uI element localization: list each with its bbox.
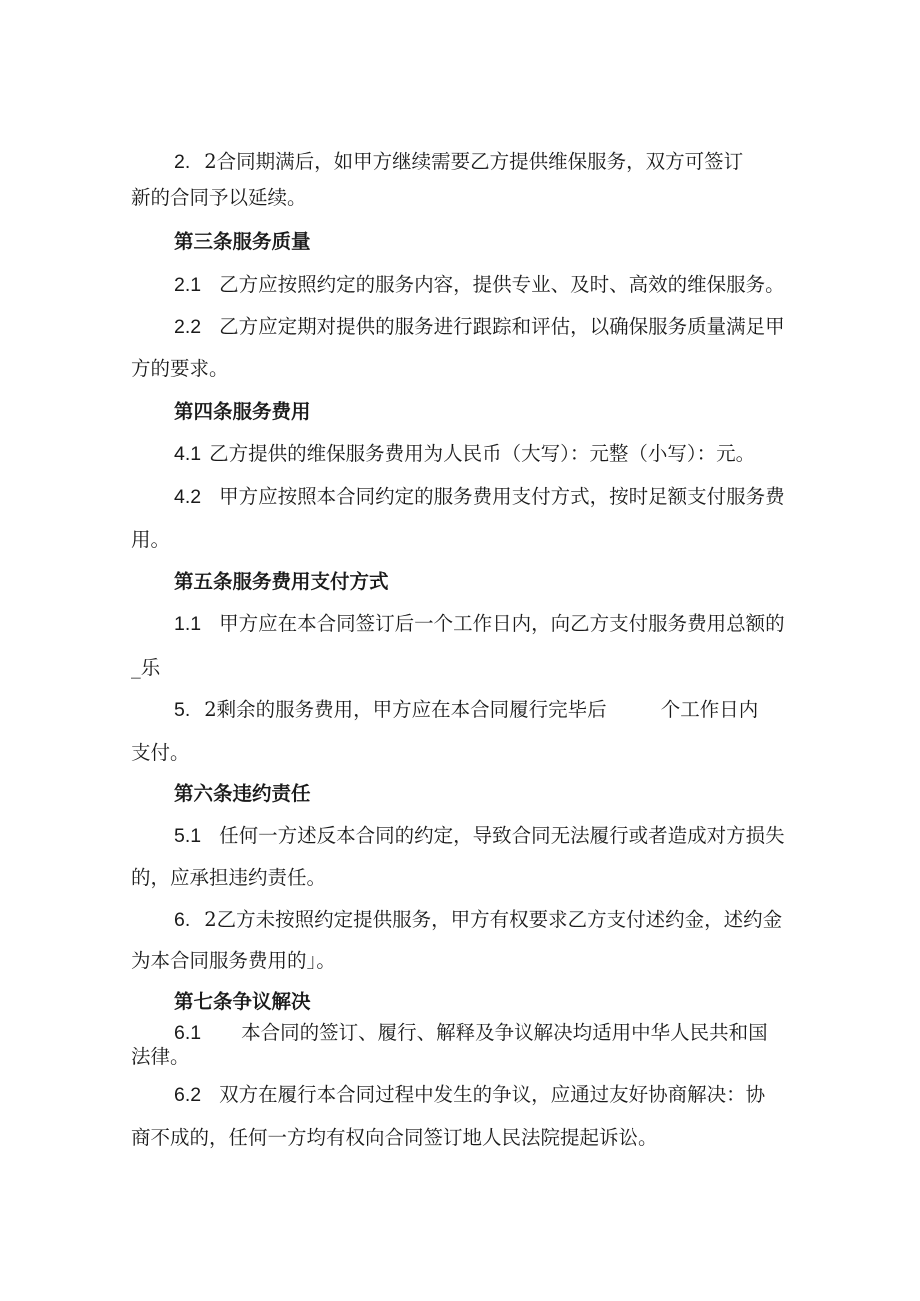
clause-text-blank-suffix: 个工作日内 (660, 698, 759, 721)
clause-6-1-line-2 (131, 1044, 190, 1070)
clause-number: 2.1 (174, 274, 202, 296)
clause-6-2-line-2 (131, 948, 336, 974)
clause-text: 方的要求。 (131, 357, 229, 380)
clause-text: 乙方提供的维保服务费用为人民币（大写）：元整（小写）：元。 (209, 442, 756, 465)
clause-text: 任何一方述反本合同的约定，导致合同无法履行或者造成对方损失 (219, 824, 785, 847)
clause-number: 2. (174, 151, 191, 173)
clause-5-2-line-2 (131, 740, 190, 766)
section-heading-5: 第五条服务费用支付方式 (174, 570, 389, 593)
clause-number: 1.1 (174, 613, 202, 635)
section-heading-4: 第四条服务费用 (174, 400, 311, 423)
clause-number: 6.2 (174, 1084, 202, 1106)
clause-4-1-line-1 (174, 441, 755, 467)
section-heading-3: 第三条服务质量 (174, 230, 311, 253)
section-heading-7: 第七条争议解决 (174, 990, 311, 1013)
clause-number: 4.1 (174, 443, 202, 465)
clause-text: 支付。 (131, 741, 190, 764)
clause-6-2b-line-2 (131, 1125, 658, 1151)
clause-text: 为本合同服务费用的」。 (131, 949, 336, 972)
clause-text: 甲方应按照本合同约定的服务费用支付方式，按时足额支付服务费 (219, 485, 785, 508)
clause-1-1-line-1 (174, 611, 785, 637)
clause-text: 的，应承担违约责任。 (131, 866, 327, 889)
clause-6-2b-line-1 (174, 1082, 765, 1108)
clause-text: 本合同的签订、履行、解释及争议解决均适用中华人民共和国 (241, 1021, 768, 1044)
clause-text: _乐 (131, 656, 161, 679)
clause-2-2-line-2 (131, 185, 307, 211)
clause-5-2-line-1 (174, 697, 758, 723)
clause-2-2b-line-2 (131, 356, 229, 382)
clause-text: 2乙方未按照约定提供服务，甲方有权要求乙方支付述约金，述约金 (204, 908, 783, 931)
clause-text: 双方在履行本合同过程中发生的争议，应通过友好协商解决：协 (219, 1083, 766, 1106)
clause-text: 乙方应定期对提供的服务进行跟踪和评估，以确保服务质量满足甲 (219, 315, 785, 338)
clause-number: 2.2 (174, 316, 202, 338)
clause-6-2-line-1 (174, 907, 782, 933)
clause-text: 乙方应按照约定的服务内容，提供专业、及时、高效的维保服务。 (219, 273, 785, 296)
clause-2-2-line-1 (174, 149, 743, 175)
clause-1-1-line-2 (131, 655, 160, 681)
clause-text: 新的合同予以延续。 (131, 186, 307, 209)
clause-number: 6.1 (174, 1022, 202, 1044)
clause-5-1-line-2 (131, 865, 326, 891)
clause-number: 5.1 (174, 825, 202, 847)
clause-text: 甲方应在本合同签订后一个工作日内，向乙方支付服务费用总额的 (219, 612, 785, 635)
clause-number: 6. (174, 909, 191, 931)
clause-text: 商不成的，任何一方均有权向合同签订地人民法院提起诉讼。 (131, 1126, 658, 1149)
clause-text: 2剩余的服务费用，甲方应在本合同履行完毕后 (204, 698, 607, 721)
clause-text: 用。 (131, 528, 171, 551)
clause-4-2-line-1 (174, 484, 785, 510)
clause-number: 4.2 (174, 486, 202, 508)
clause-2-2b-line-1 (174, 314, 785, 340)
clause-6-1-line-1 (174, 1020, 768, 1046)
clause-2-1-line-1 (174, 272, 785, 298)
clause-number: 5. (174, 699, 191, 721)
clause-text: 法律。 (131, 1045, 190, 1068)
clause-4-2-line-2 (131, 527, 170, 553)
clause-5-1-line-1 (174, 823, 785, 849)
section-heading-6: 第六条违约责任 (174, 782, 311, 805)
clause-text: 2合同期满后，如甲方继续需要乙方提供维保服务，双方可签订 (204, 150, 744, 173)
